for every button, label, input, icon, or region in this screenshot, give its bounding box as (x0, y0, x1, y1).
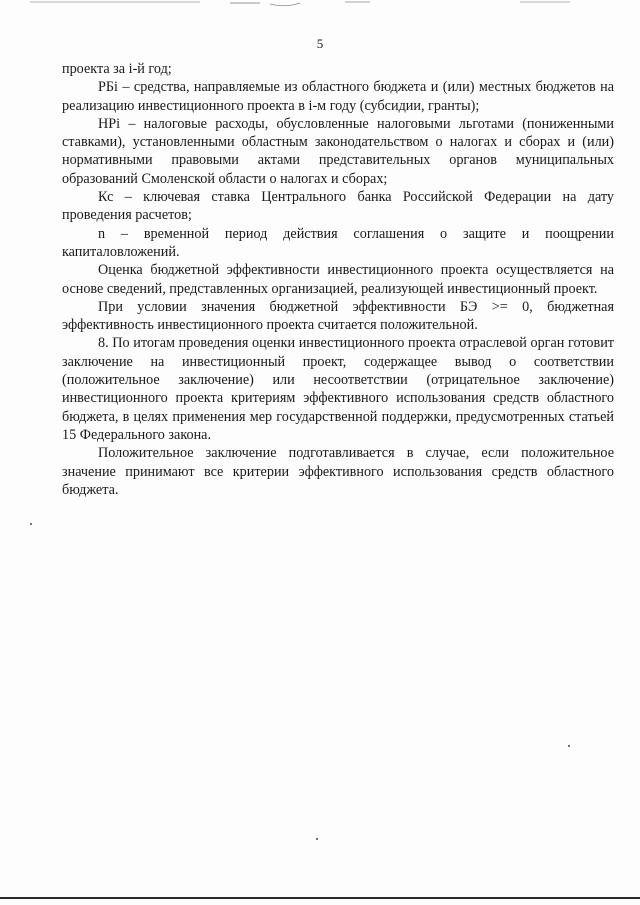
scan-artifact-top (0, 0, 640, 10)
paragraph: Кс – ключевая ставка Центрального банка Российской Федерации на дату проведения расчетов; (62, 189, 614, 224)
scan-speck (568, 745, 570, 747)
paragraph: Оценка бюджетной эффективности инвестиционного проекта осуществляется на основе сведений, представленных организацией, реализующей инвестиционный проект. (62, 262, 614, 297)
document-body (62, 60, 614, 499)
paragraph: Положительное заключение подготавливается в случае, если положительное значение принимают все критерии эффективного использования средств областного бюджета. (62, 445, 614, 498)
paragraph: n – временной период действия соглашения о защите и поощрении капиталовложений. (62, 225, 614, 260)
paragraph: При условии значения бюджетной эффективности БЭ >= 0, бюджетная эффективность инвестиционного проекта считается положительной. (62, 298, 614, 334)
paragraph: 8. По итогам проведения оценки инвестиционного проекта отраслевой орган готовит заключение на инвестиционный проект, содержащее вывод о соответствии (положительное заключение) или несоответствии (отрицательное заключение) инвестиционного проекта критериям эффективного использования средств областного бюджета, в целях применения мер государственной поддержки, предусмотренных статьей 15 Федерального закона. (62, 335, 614, 443)
scan-artifact-bottom (0, 897, 640, 899)
paragraph: РБi – средства, направляемые из областного бюджета и (или) местных бюджетов на реализацию инвестиционного проекта в i-м году (субсидии, гранты); (62, 79, 614, 114)
scan-speck (316, 838, 318, 840)
page-number: 5 (316, 36, 324, 51)
paragraph: НРi – налоговые расходы, обусловленные налоговыми льготами (пониженными ставками), установленными областным законодательством о налогах и сборах и (или) нормативными правовыми актами представительных органов муниципальных образований Смоленской области о налогах и сборах; (62, 115, 614, 187)
scan-speck (30, 523, 32, 525)
paragraph: проекта за i-й год; (62, 61, 172, 77)
